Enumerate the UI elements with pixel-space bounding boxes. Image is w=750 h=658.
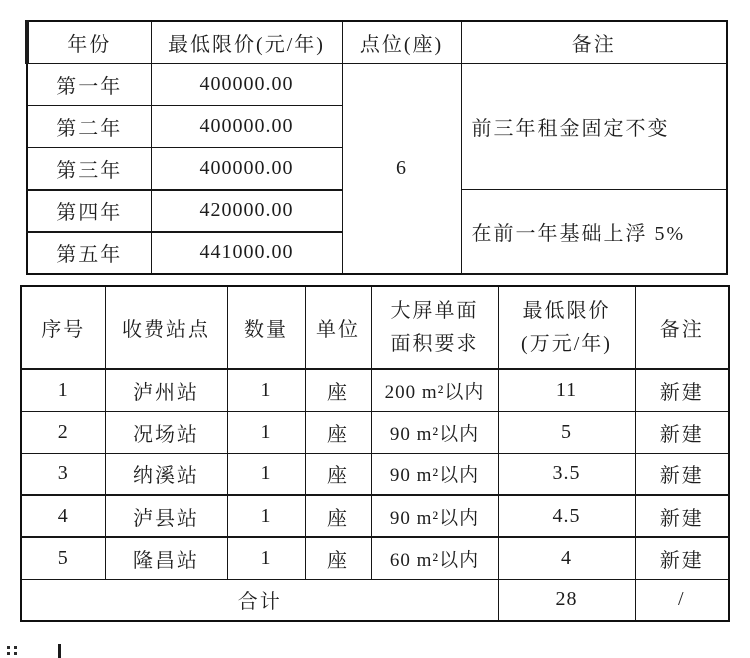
price-value: 420000.00 [151, 190, 342, 232]
total-row [21, 579, 729, 621]
quantity: 1 [227, 453, 305, 495]
year-label: 第四年 [27, 190, 151, 232]
remark: 新建 [635, 369, 729, 411]
screen-area: 90 m²以内 [371, 411, 498, 453]
remark-first-three-years: 前三年租金固定不变 [461, 64, 727, 190]
price-value: 400000.00 [151, 106, 342, 148]
table-row [21, 453, 729, 495]
remark: 新建 [635, 495, 729, 537]
min-price: 3.5 [498, 453, 635, 495]
yearly-rent-table [26, 20, 728, 275]
total-remark: / [635, 579, 729, 621]
unit: 座 [305, 495, 371, 537]
serial-no: 2 [21, 411, 105, 453]
remark-last-two-years: 在前一年基础上浮 5% [461, 190, 727, 274]
header-quantity: 数量 [227, 286, 305, 369]
remark: 新建 [635, 453, 729, 495]
unit: 座 [305, 411, 371, 453]
total-price: 28 [498, 579, 635, 621]
year-label: 第二年 [27, 106, 151, 148]
remark: 新建 [635, 411, 729, 453]
year-label: 第三年 [27, 148, 151, 190]
header-screen-area [371, 286, 498, 369]
header-points: 点位(座) [342, 21, 461, 64]
quantity: 1 [227, 411, 305, 453]
screen-area: 90 m²以内 [371, 453, 498, 495]
price-value: 400000.00 [151, 64, 342, 106]
serial-no: 3 [21, 453, 105, 495]
year-label: 第五年 [27, 232, 151, 274]
scan-artifact-left-border [25, 20, 29, 64]
table-row [27, 64, 727, 106]
quantity: 1 [227, 495, 305, 537]
screen-area: 200 m²以内 [371, 369, 498, 411]
station-name: 纳溪站 [105, 453, 227, 495]
table-row [21, 411, 729, 453]
table-row [21, 369, 729, 411]
header-remark: 备注 [635, 286, 729, 369]
min-price: 5 [498, 411, 635, 453]
header-year: 年份 [27, 21, 151, 64]
header-screen-area-line1: 大屏单面 [390, 299, 479, 322]
header-serial-no: 序号 [21, 286, 105, 369]
unit: 座 [305, 453, 371, 495]
price-value: 400000.00 [151, 148, 342, 190]
quantity: 1 [227, 369, 305, 411]
serial-no: 1 [21, 369, 105, 411]
table-row [21, 537, 729, 579]
table-row [21, 495, 729, 537]
min-price: 4 [498, 537, 635, 579]
points-value: 6 [342, 64, 461, 274]
scan-artifact-dots [7, 646, 10, 649]
unit: 座 [305, 369, 371, 411]
station-name: 况场站 [105, 411, 227, 453]
remark: 新建 [635, 537, 729, 579]
header-min-price-line1: 最低限价 [522, 299, 611, 322]
header-min-price-line2: (万元/年) [521, 332, 612, 355]
screen-area: 60 m²以内 [371, 537, 498, 579]
header-station: 收费站点 [105, 286, 227, 369]
station-name: 泸州站 [105, 369, 227, 411]
station-name: 隆昌站 [105, 537, 227, 579]
header-remark: 备注 [461, 21, 727, 64]
header-min-price [498, 286, 635, 369]
year-label: 第一年 [27, 64, 151, 106]
text-cursor-artifact [58, 644, 61, 658]
header-unit: 单位 [305, 286, 371, 369]
unit: 座 [305, 537, 371, 579]
yearly-rent-header-row [27, 21, 727, 64]
quantity: 1 [227, 537, 305, 579]
price-value: 441000.00 [151, 232, 342, 274]
total-label: 合计 [21, 579, 498, 621]
screen-area: 90 m²以内 [371, 495, 498, 537]
header-screen-area-line2: 面积要求 [390, 332, 479, 355]
station-name: 泸县站 [105, 495, 227, 537]
station-table-header-row [21, 286, 729, 369]
station-screens-table [20, 285, 730, 622]
serial-no: 4 [21, 495, 105, 537]
min-price: 11 [498, 369, 635, 411]
min-price: 4.5 [498, 495, 635, 537]
header-min-price: 最低限价(元/年) [151, 21, 342, 64]
serial-no: 5 [21, 537, 105, 579]
